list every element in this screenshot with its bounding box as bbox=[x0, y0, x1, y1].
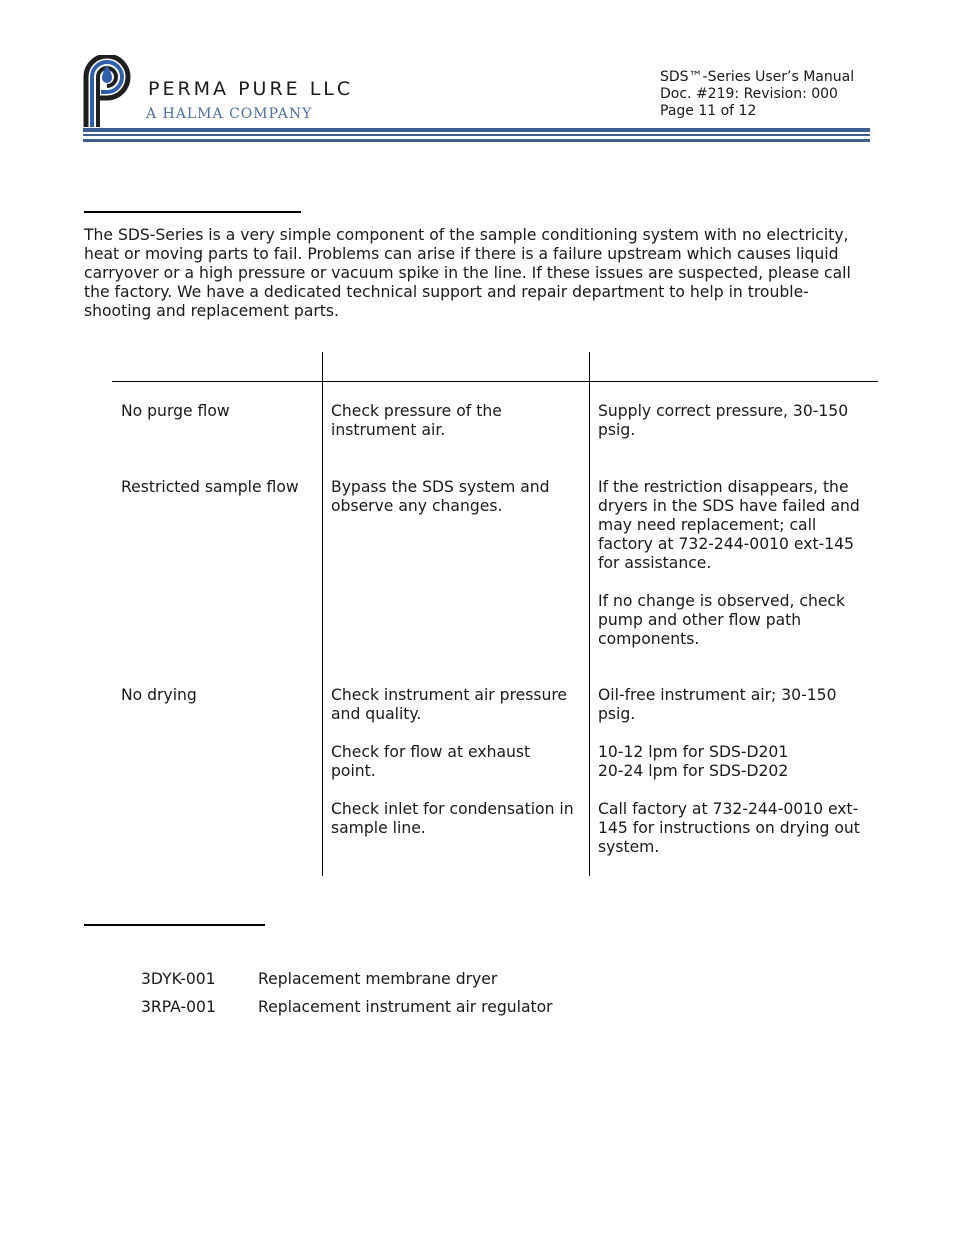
company-name: PERMA PURE LLC bbox=[148, 78, 354, 100]
table-cell-solution bbox=[598, 743, 788, 781]
doc-revision: Doc. #219: Revision: 000 bbox=[660, 86, 838, 102]
section-heading-underline bbox=[84, 211, 301, 213]
cell-line: Check pressure of the bbox=[331, 402, 502, 420]
table-column-divider bbox=[589, 352, 590, 876]
cell-line: If no change is observed, check bbox=[598, 592, 846, 610]
manual-title: SDS™-Series User’s Manual bbox=[660, 69, 855, 85]
cell-line: 20-24 lpm for SDS-D202 bbox=[598, 762, 789, 780]
part-number: 3DYK-001 bbox=[141, 970, 216, 988]
part-description: Replacement membrane dryer bbox=[258, 970, 498, 988]
cell-line: may need replacement; call bbox=[598, 516, 817, 534]
cell-line: psig. bbox=[598, 421, 636, 439]
table-cell-problem bbox=[121, 686, 197, 705]
table-header-rule bbox=[112, 381, 878, 382]
cell-line: Check for flow at exhaust bbox=[331, 743, 531, 761]
intro-line: carryover or a high pressure or vacuum spike in the line. If these issues are suspected, please call bbox=[84, 264, 851, 282]
cell-line: Bypass the SDS system and bbox=[331, 478, 550, 496]
cell-line: system. bbox=[598, 838, 660, 856]
header-rule bbox=[83, 139, 870, 142]
header-rule bbox=[83, 128, 870, 132]
perma-pure-logo-icon bbox=[83, 55, 135, 129]
cell-line: factory at 732-244-0010 ext-145 bbox=[598, 535, 854, 553]
intro-line: shooting and replacement parts. bbox=[84, 302, 339, 320]
table-cell-solution bbox=[598, 686, 837, 724]
header-rule bbox=[83, 134, 870, 136]
cell-line: pump and other flow path bbox=[598, 611, 802, 629]
cell-line: No purge flow bbox=[121, 402, 230, 420]
intro-line: The SDS-Series is a very simple component of the sample conditioning system with no electricity, bbox=[84, 226, 849, 244]
table-cell-solution bbox=[598, 592, 845, 649]
cell-line: Call factory at 732-244-0010 ext- bbox=[598, 800, 859, 818]
cell-line: Oil-free instrument air; 30-150 bbox=[598, 686, 837, 704]
table-cell-problem bbox=[121, 402, 230, 421]
cell-line: sample line. bbox=[331, 819, 426, 837]
part-number: 3RPA-001 bbox=[141, 998, 216, 1016]
table-cell-problem bbox=[121, 478, 299, 497]
table-cell-check bbox=[331, 478, 550, 516]
cell-line: Check inlet for condensation in bbox=[331, 800, 574, 818]
cell-line: observe any changes. bbox=[331, 497, 503, 515]
table-cell-solution bbox=[598, 478, 860, 573]
table-cell-check bbox=[331, 800, 574, 838]
company-tagline: A HALMA COMPANY bbox=[146, 106, 313, 122]
intro-line: the factory. We have a dedicated technical support and repair department to help in trouble- bbox=[84, 283, 809, 301]
cell-line: Check instrument air pressure bbox=[331, 686, 568, 704]
table-cell-solution bbox=[598, 402, 848, 440]
cell-line: 145 for instructions on drying out bbox=[598, 819, 860, 837]
table-column-divider bbox=[322, 352, 323, 876]
table-cell-check bbox=[331, 402, 502, 440]
cell-line: psig. bbox=[598, 705, 636, 723]
cell-line: If the restriction disappears, the bbox=[598, 478, 849, 496]
table-cell-check bbox=[331, 686, 567, 724]
part-description: Replacement instrument air regulator bbox=[258, 998, 553, 1016]
cell-line: and quality. bbox=[331, 705, 422, 723]
document-info bbox=[660, 69, 854, 120]
intro-paragraph bbox=[84, 226, 869, 321]
cell-line: Restricted sample flow bbox=[121, 478, 299, 496]
cell-line: components. bbox=[598, 630, 700, 648]
cell-line: dryers in the SDS have failed and bbox=[598, 497, 860, 515]
cell-line: Supply correct pressure, 30-150 bbox=[598, 402, 849, 420]
cell-line: 10-12 lpm for SDS-D201 bbox=[598, 743, 789, 761]
table-cell-solution bbox=[598, 800, 860, 857]
cell-line: for assistance. bbox=[598, 554, 712, 572]
section-heading-underline bbox=[84, 924, 265, 926]
cell-line: instrument air. bbox=[331, 421, 446, 439]
table-cell-check bbox=[331, 743, 530, 781]
page-number: Page 11 of 12 bbox=[660, 103, 757, 119]
cell-line: No drying bbox=[121, 686, 197, 704]
cell-line: point. bbox=[331, 762, 376, 780]
intro-line: heat or moving parts to fail. Problems can arise if there is a failure upstream which causes liquid bbox=[84, 245, 839, 263]
